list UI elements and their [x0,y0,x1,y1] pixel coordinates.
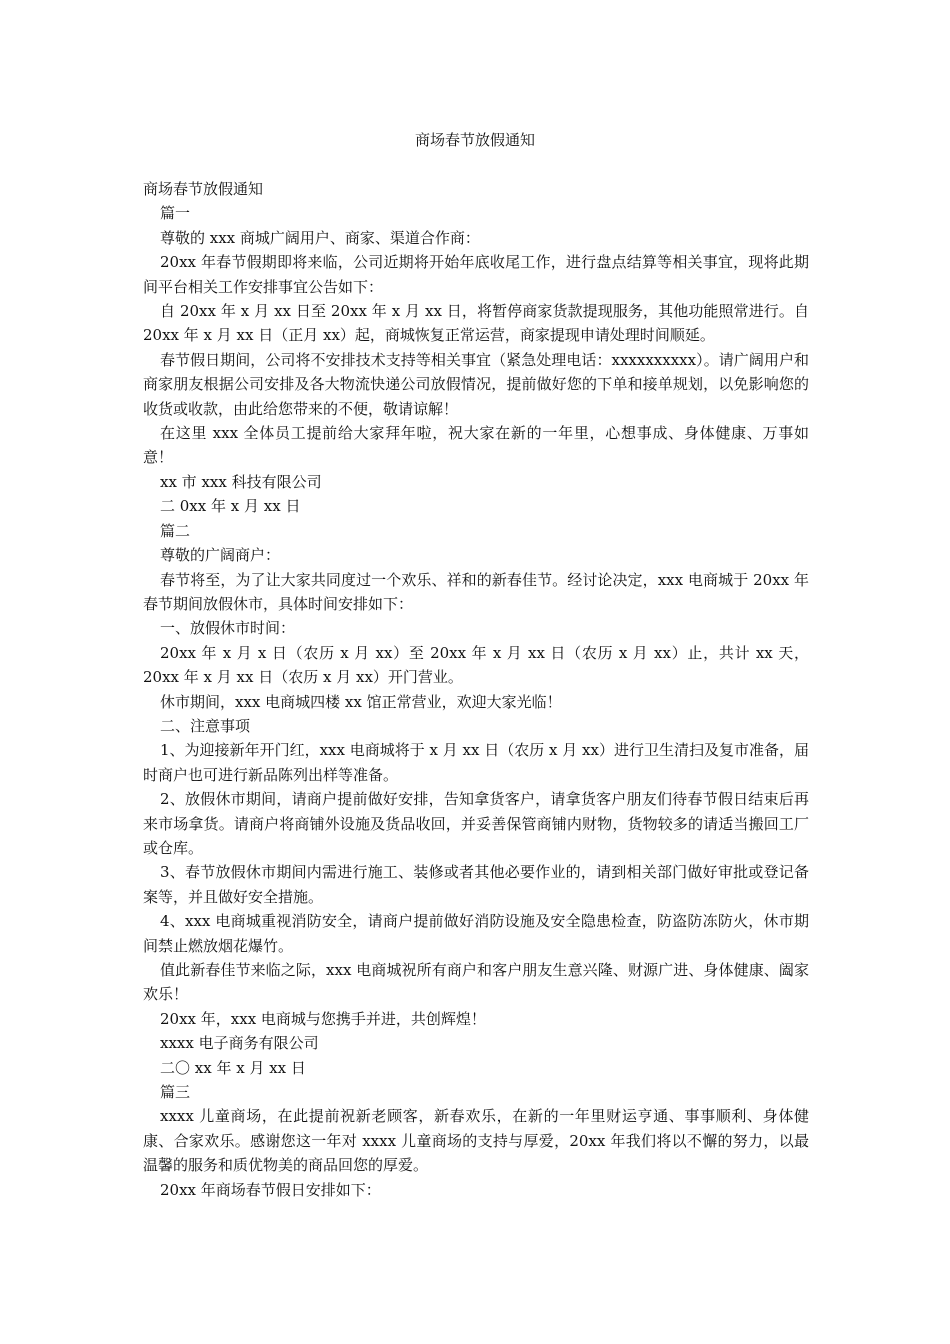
section-label: 篇二 [160,521,191,540]
document-heading: 商场春节放假通知 [143,180,264,198]
signature-date: 二 0xx 年 x 月 xx 日 [160,497,301,516]
paragraph: 20xx 年 x 月 x 日（农历 x 月 xx）至 20xx 年 x 月 xx 日（农历 x 月 xx）止，共计 xx 天，20xx 年 x 月 xx 日（农历 x 月 xx）开门营业。 [143,643,809,687]
subheading: 二、注意事项 [160,716,251,735]
paragraph: 自 20xx 年 x 月 xx 日至 20xx 年 x 月 xx 日，将暂停商家货款提现服务，其他功能照常进行。自 20xx 年 x 月 xx 日（正月 xx）起，商城恢复正常运营，商家提现申请处理时间顺延。 [143,302,809,345]
paragraph: 春节将至，为了让大家共同度过一个欢乐、祥和的新春佳节。经讨论决定，xxx 电商城于 20xx 年春节期间放假休市，具体时间安排如下： [143,570,809,613]
paragraph: 在这里 xxx 全体员工提前给大家拜年啦，祝大家在新的一年里，心想事成、身体健康、万事如意！ [143,424,809,467]
salutation: 尊敬的 xxx 商城广阔用户、商家、渠道合作商： [160,228,480,247]
paragraph: 20xx 年，xxx 电商城与您携手并进，共创辉煌！ [160,1009,486,1028]
paragraph: 20xx 年春节假期即将来临，公司近期将开始年底收尾工作，进行盘点结算等相关事宜，现将此期间平台相关工作安排事宜公告如下： [143,253,809,296]
paragraph: xxxx 儿童商场，在此提前祝新老顾客，新春欢乐，在新的一年里财运亨通、事事顺利、身体健康、合家欢乐。感谢您这一年对 xxxx 儿童商场的支持与厚爱，20xx 年我们将以不懈的努力，以最温馨的服务和质优物美的商品回您的厚爱。 [143,1107,809,1175]
list-item: 3、春节放假休市期间内需进行施工、装修或者其他必要作业的，请到相关部门做好审批或登记备案等，并且做好安全措施。 [143,863,809,906]
section-label: 篇一 [160,204,191,223]
list-item: 4、xxx 电商城重视消防安全，请商户提前做好消防设施及安全隐患检查，防盗防冻防火，休市期间禁止燃放烟花爆竹。 [143,912,809,955]
paragraph: 休市期间，xxx 电商城四楼 xx 馆正常营业，欢迎大家光临！ [160,692,562,711]
document-body [143,177,809,1202]
salutation: 尊敬的广阔商户： [160,546,281,565]
document-title: 商场春节放假通知 [414,131,535,149]
paragraph: 春节假日期间，公司将不安排技术支持等相关事宜（紧急处理电话：xxxxxxxxxx）。请广阔用户和商家朋友根据公司安排及各大物流快递公司放假情况，提前做好您的下单和接单规划，以免影响您的收货或收款，由此给您带来的不便，敬请谅解！ [143,350,809,418]
subheading: 一、放假休市时间： [160,619,296,638]
signature-company: xx 市 xxx 科技有限公司 [160,472,322,491]
list-item: 2、放假休市期间，请商户提前做好安排，告知拿货客户，请拿货客户朋友们待春节假日结束后再来市场拿货。请商户将商铺外设施及货品收回，并妥善保管商铺内财物，货物较多的请适当搬回工厂或仓库。 [143,790,809,857]
paragraph: 20xx 年商场春节假日安排如下： [160,1180,381,1199]
signature-date: 二〇 xx 年 x 月 xx 日 [160,1058,306,1077]
signature-company: xxxx 电子商务有限公司 [160,1034,319,1053]
paragraph: 值此新春佳节来临之际，xxx 电商城祝所有商户和客户朋友生意兴隆、财源广进、身体健康、阖家欢乐！ [143,961,809,1004]
list-item: 1、为迎接新年开门红，xxx 电商城将于 x 月 xx 日（农历 x 月 xx）进行卫生清扫及复市准备，届时商户也可进行新品陈列出样等准备。 [143,741,809,784]
section-label: 篇三 [160,1083,191,1102]
